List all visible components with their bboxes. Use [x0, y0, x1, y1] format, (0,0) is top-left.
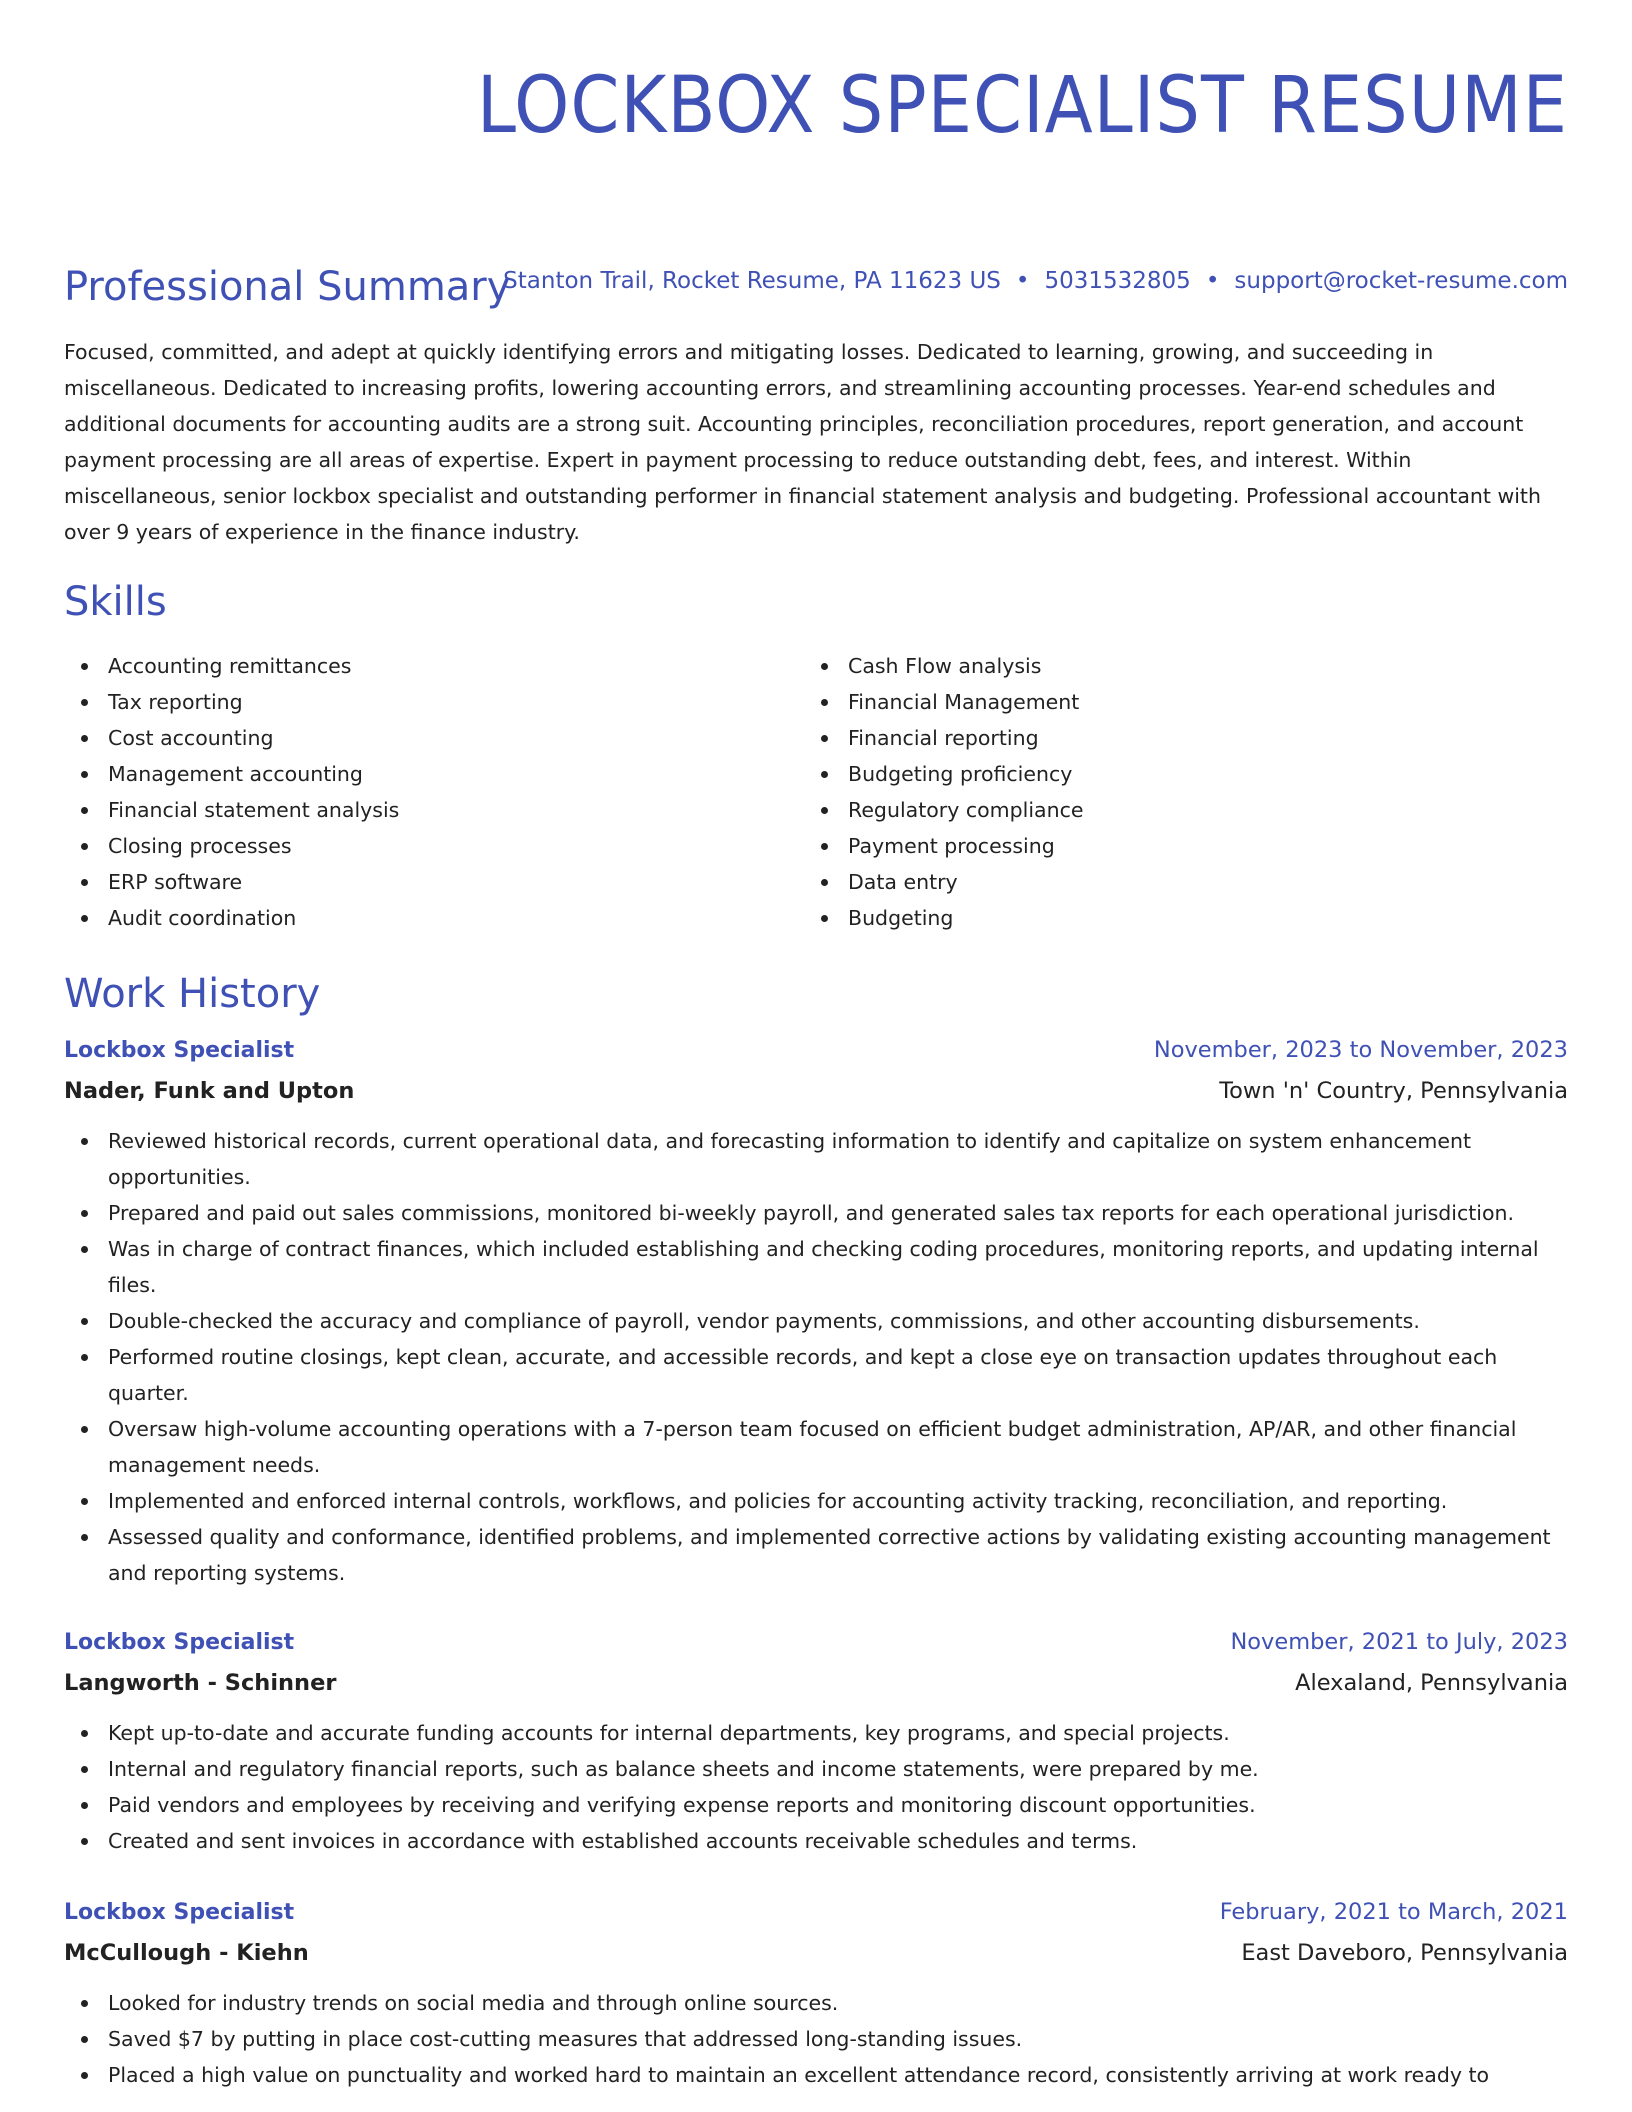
- job-location: Alexaland, Pennsylvania: [1295, 1670, 1568, 1696]
- skills-heading: Skills: [64, 579, 167, 625]
- job-bullet: Oversaw high-volume accounting operations with a 7-person team focused on efficient budget administration, AP/AR, and other financial management needs.: [64, 1411, 1568, 1483]
- job-company: Langworth - Schinner: [64, 1670, 337, 1696]
- skill-item: Tax reporting: [64, 684, 804, 720]
- job-bullet: Looked for industry trends on social media and through online sources.: [64, 1985, 1568, 2021]
- skill-item: Audit coordination: [64, 900, 804, 936]
- contact-separator: •: [1015, 268, 1030, 294]
- job-bullet: Performed routine closings, kept clean, accurate, and accessible records, and kept a close eye on transaction updates throughout each quarter.: [64, 1339, 1568, 1411]
- job-bullet: Saved $7 by putting in place cost-cutting measures that addressed long-standing issues.: [64, 2021, 1568, 2057]
- skill-item: Closing processes: [64, 828, 804, 864]
- job-company: McCullough - Kiehn: [64, 1940, 309, 1966]
- skills-column-right: [804, 648, 1544, 936]
- resume-title: LOCKBOX SPECIALIST RESUME: [476, 61, 1568, 151]
- skill-item: Data entry: [804, 864, 1544, 900]
- skill-item: Regulatory compliance: [804, 792, 1544, 828]
- job-header-row: [64, 1030, 1568, 1071]
- skill-item: Financial Management: [804, 684, 1544, 720]
- job-location: Town 'n' Country, Pennsylvania: [1219, 1078, 1568, 1104]
- skill-item: ERP software: [64, 864, 804, 900]
- job-bullet: Implemented and enforced internal controls, workflows, and policies for accounting activity tracking, reconciliation, and reporting.: [64, 1483, 1568, 1519]
- work-history-heading: Work History: [64, 971, 321, 1017]
- job-title: Lockbox Specialist: [64, 1630, 295, 1655]
- skill-item: Accounting remittances: [64, 648, 804, 684]
- job-title: Lockbox Specialist: [64, 1038, 295, 1063]
- job-bullets: [64, 1123, 1568, 1591]
- skill-item: Payment processing: [804, 828, 1544, 864]
- job-company: Nader, Funk and Upton: [64, 1078, 355, 1104]
- job-bullet: Paid vendors and employees by receiving and verifying expense reports and monitoring discount opportunities.: [64, 1787, 1568, 1823]
- job-dates: February, 2021 to March, 2021: [1219, 1899, 1568, 1925]
- job-dates: November, 2021 to July, 2023: [1230, 1629, 1568, 1655]
- job-header-row: [64, 1622, 1568, 1663]
- job-dates: November, 2023 to November, 2023: [1153, 1037, 1568, 1063]
- job-company-row: [64, 1663, 1568, 1703]
- skill-item: Management accounting: [64, 756, 804, 792]
- job-bullet: Was in charge of contract finances, which included establishing and checking coding procedures, monitoring reports, and updating internal files.: [64, 1231, 1568, 1303]
- contact-phone: 5031532805: [1044, 268, 1191, 294]
- contact-address: Stanton Trail, Rocket Resume, PA 11623 US: [503, 268, 1001, 294]
- skills-column-left: [64, 648, 804, 936]
- skill-item: Financial reporting: [804, 720, 1544, 756]
- job-bullets: [64, 1715, 1568, 1859]
- job-bullet: Assessed quality and conformance, identified problems, and implemented corrective actions by validating existing accounting management and reporting systems.: [64, 1519, 1568, 1591]
- job-bullets: [64, 1985, 1568, 2093]
- job-bullet: Placed a high value on punctuality and worked hard to maintain an excellent attendance record, consistently arriving at work ready to: [64, 2057, 1568, 2093]
- job-bullet: Created and sent invoices in accordance with established accounts receivable schedules and terms.: [64, 1823, 1568, 1859]
- job-title: Lockbox Specialist: [64, 1900, 295, 1925]
- contact-email: support@rocket-resume.com: [1234, 268, 1568, 294]
- job-company-row: [64, 1933, 1568, 1973]
- job-entry: [64, 1892, 1568, 2093]
- job-bullet: Reviewed historical records, current operational data, and forecasting information to identify and capitalize on system enhancement opportunities.: [64, 1123, 1568, 1195]
- job-entry: [64, 1622, 1568, 1859]
- skill-item: Budgeting: [804, 900, 1544, 936]
- skill-item: Budgeting proficiency: [804, 756, 1544, 792]
- job-location: East Daveboro, Pennsylvania: [1241, 1940, 1568, 1966]
- contact-separator: •: [1205, 268, 1220, 294]
- job-entry: [64, 1030, 1568, 1591]
- skill-item: Financial statement analysis: [64, 792, 804, 828]
- summary-text: Focused, committed, and adept at quickly identifying errors and mitigating losses. Dedicated to learning, growing, and succeeding in miscellaneous. Dedicated to increasing profits, lowering accounting errors, and streamlining accounting processes. Year-end schedules and additional documents for accounting audits are a strong suit. Accounting principles, reconciliation procedures, report generation, and account payment processing are all areas of expertise. Expert in payment processing to reduce outstanding debt, fees, and interest. Within miscellaneous, senior lockbox specialist and outstanding performer in financial statement analysis and budgeting. Professional accountant with over 9 years of experience in the finance industry.: [64, 340, 1541, 544]
- job-company-row: [64, 1071, 1568, 1111]
- job-bullet: Kept up-to-date and accurate funding accounts for internal departments, key programs, and special projects.: [64, 1715, 1568, 1751]
- skill-item: Cost accounting: [64, 720, 804, 756]
- job-bullet: Internal and regulatory financial reports, such as balance sheets and income statements, were prepared by me.: [64, 1751, 1568, 1787]
- skill-item: Cash Flow analysis: [804, 648, 1544, 684]
- contact-line: [503, 268, 1568, 294]
- job-bullet: Double-checked the accuracy and compliance of payroll, vendor payments, commissions, and other accounting disbursements.: [64, 1303, 1568, 1339]
- job-bullet: Prepared and paid out sales commissions, monitored bi-weekly payroll, and generated sales tax reports for each operational jurisdiction.: [64, 1195, 1568, 1231]
- summary-heading: Professional Summary: [64, 264, 511, 310]
- skills-list: [64, 648, 1568, 936]
- job-header-row: [64, 1892, 1568, 1933]
